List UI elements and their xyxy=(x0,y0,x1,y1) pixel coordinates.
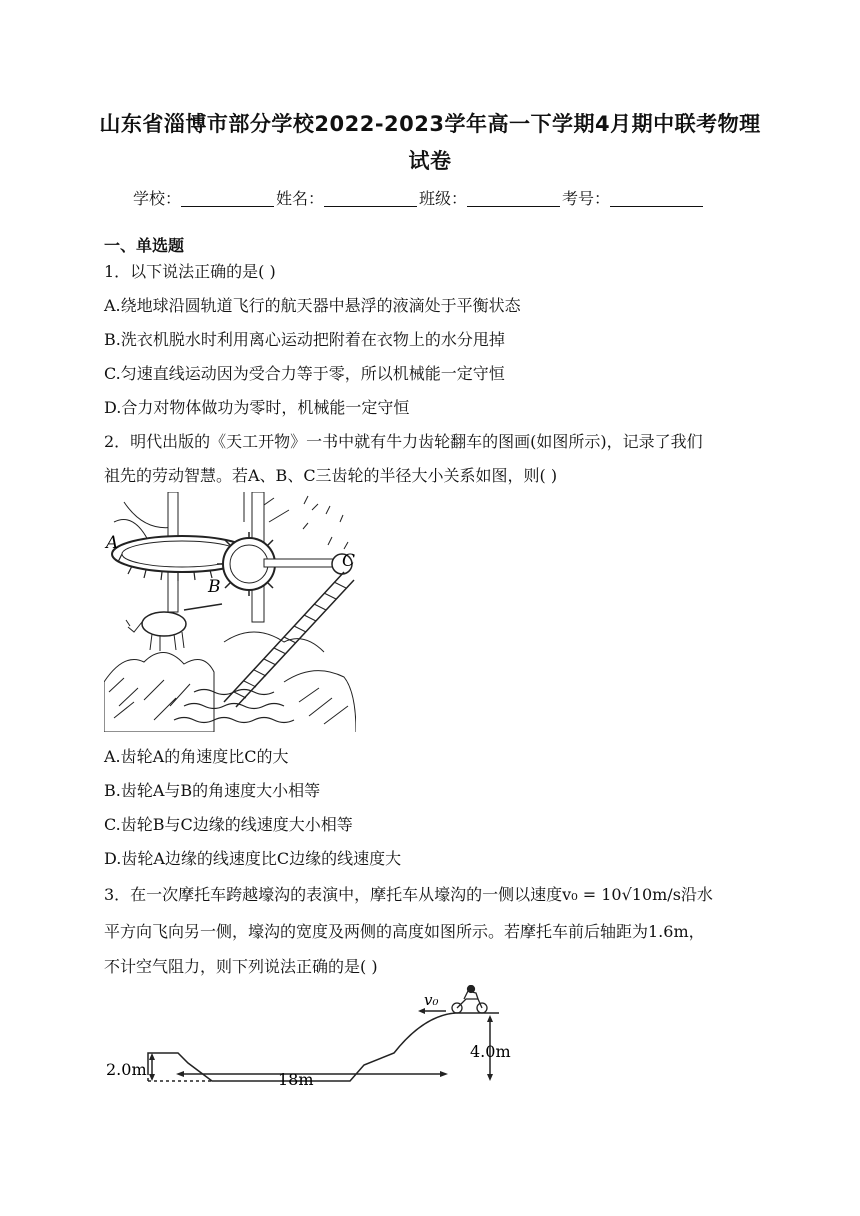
student-info-fields xyxy=(133,186,705,209)
exam-title-line1: 山东省淄博市部分学校2022-2023学年高一下学期4月期中联考物理 xyxy=(99,112,761,136)
left-height-label: 2.0m xyxy=(106,1060,147,1079)
q1-option-c: C.匀速直线运动因为受合力等于零，所以机械能一定守恒 xyxy=(104,364,505,383)
class-blank[interactable] xyxy=(467,190,560,207)
q3-stem-line1: 3．在一次摩托车跨越壕沟的表演中，摩托车从壕沟的一侧以速度v₀ = 10√10m/s沿水 xyxy=(104,885,713,904)
q3-stem-line2: 平方向飞向另一侧，壕沟的宽度及两侧的高度如图所示。若摩托车前后轴距为1.6m， xyxy=(104,922,705,941)
q1-stem: 1．以下说法正确的是( ) xyxy=(104,262,276,281)
q2-option-d: D.齿轮A边缘的线速度比C边缘的线速度大 xyxy=(104,849,402,868)
school-label: 学校： xyxy=(133,189,182,208)
q2-stem-line2: 祖先的劳动智慧。若A、B、C三齿轮的半径大小关系如图，则( ) xyxy=(104,466,558,485)
name-label: 姓名： xyxy=(276,189,325,208)
number-blank[interactable] xyxy=(610,190,703,207)
q3-stem-line3: 不计空气阻力，则下列说法正确的是( ) xyxy=(104,957,378,976)
name-blank[interactable] xyxy=(324,190,417,207)
q1-option-b: B.洗衣机脱水时利用离心运动把附着在衣物上的水分甩掉 xyxy=(104,330,505,349)
width-label: 18m xyxy=(278,1070,314,1089)
section-heading: 一、单选题 xyxy=(104,236,185,255)
q2-option-a: A.齿轮A的角速度比C的大 xyxy=(104,747,289,766)
exam-title-line2: 试卷 xyxy=(408,149,452,173)
q1-option-a: A.绕地球沿圆轨道飞行的航天器中悬浮的液滴处于平衡状态 xyxy=(104,296,521,315)
q2-stem-line1: 2．明代出版的《天工开物》一书中就有牛力齿轮翻车的图画(如图所示)，记录了我们 xyxy=(104,432,703,451)
q2-option-c: C.齿轮B与C边缘的线速度大小相等 xyxy=(104,815,353,834)
q2-option-b: B.齿轮A与B的角速度大小相等 xyxy=(104,781,321,800)
gear-c-label: C xyxy=(342,551,356,571)
v0-label: v₀ xyxy=(424,991,439,1009)
school-blank[interactable] xyxy=(181,190,274,207)
gear-b-label: B xyxy=(208,577,221,597)
motorcycle-ditch-figure xyxy=(104,985,524,1090)
ox-gear-waterwheel-figure xyxy=(104,492,356,732)
number-label: 考号： xyxy=(562,189,611,208)
gear-a-label: A xyxy=(106,533,119,553)
q1-option-d: D.合力对物体做功为零时，机械能一定守恒 xyxy=(104,398,410,417)
right-height-label: 4.0m xyxy=(470,1042,511,1061)
class-label: 班级： xyxy=(419,189,468,208)
motorcycle-icon xyxy=(452,986,487,1014)
